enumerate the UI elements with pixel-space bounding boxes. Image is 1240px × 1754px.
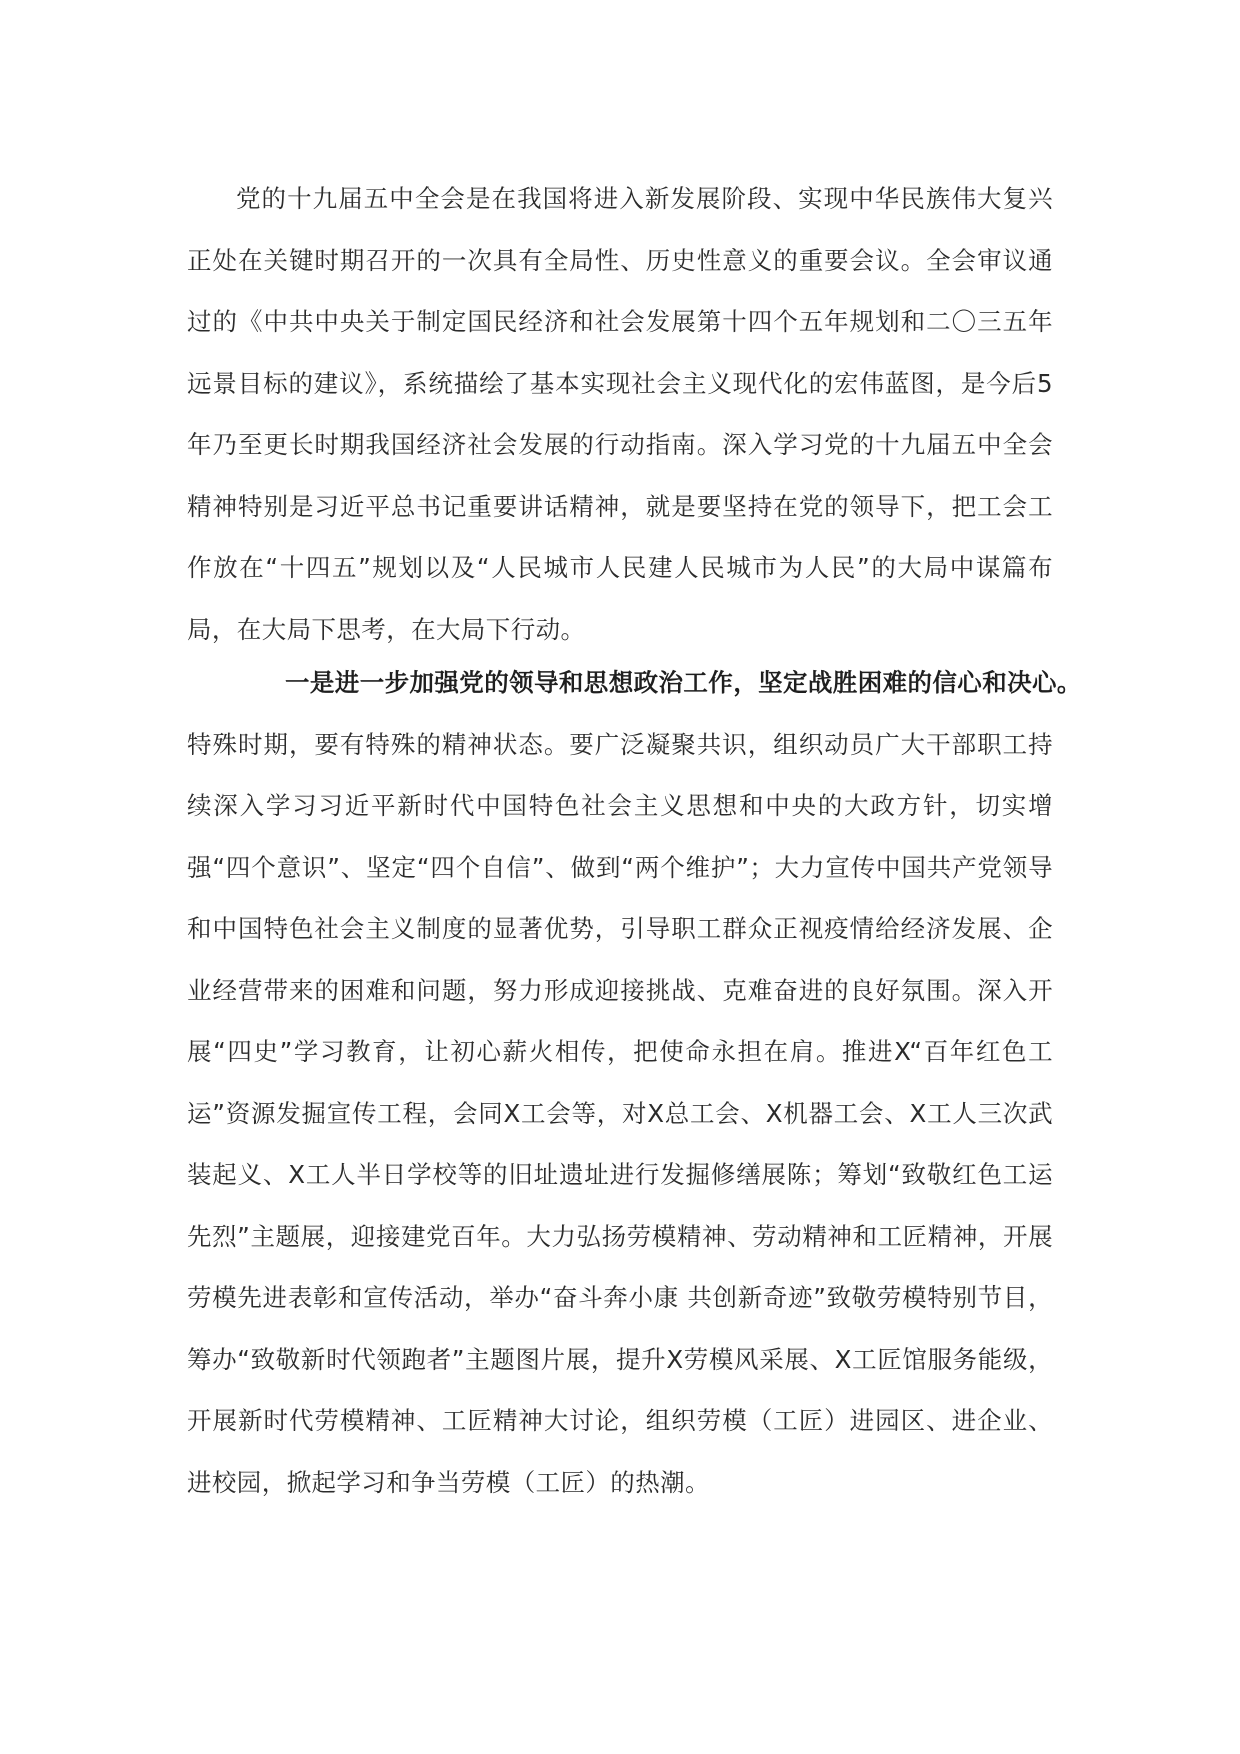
document-body <box>187 168 1082 1513</box>
paragraph-point-one-body: 特殊时期，要有特殊的精神状态。要广泛凝聚共识，组织动员广大干部职工持续深入学习习近平新时代中国特色社会主义思想和中央的大政方针，切实增强“四个意识”、坚定“四个自信”、做到“两个维护”；大力宣传中国共产党领导和中国特色社会主义制度的显著优势，引导职工群众正视疫情给经济发展、企业经营带来的困难和问题，努力形成迎接挑战、克难奋进的良好氛围。深入开展“四史”学习教育，让初心薪火相传，把使命永担在肩。推进X“百年红色工运”资源发掘宣传工程，会同X工会等，对X总工会、X机器工会、X工人三次武装起义、X工人半日学校等的旧址遗址进行发掘修缮展陈；筹划“致敬红色工运先烈”主题展，迎接建党百年。大力弘扬劳模精神、劳动精神和工匠精神，开展劳模先进表彰和宣传活动，举办“奋斗奔小康 共创新奇迹”致敬劳模特别节目，筹办“致敬新时代领跑者”主题图片展，提升X劳模风采展、X工匠馆服务能级，开展新时代劳模精神、工匠精神大讨论，组织劳模（工匠）进园区、进企业、进校园，掀起学习和争当劳模（工匠）的热潮。 <box>187 729 1053 1497</box>
paragraph-intro: 党的十九届五中全会是在我国将进入新发展阶段、实现中华民族伟大复兴正处在关键时期召开的一次具有全局性、历史性意义的重要会议。全会审议通过的《中共中央关于制定国民经济和社会发展第十四个五年规划和二〇三五年远景目标的建议》，系统描绘了基本实现社会主义现代化的宏伟蓝图，是今后5年乃至更长时期我国经济社会发展的行动指南。深入学习党的十九届五中全会精神特别是习近平总书记重要讲话精神，就是要坚持在党的领导下，把工会工作放在“十四五”规划以及“人民城市人民建人民城市为人民”的大局中谋篇布局，在大局下思考，在大局下行动。 <box>187 184 1053 644</box>
paragraph-point-one <box>187 652 1082 1513</box>
paragraph-point-one-heading: 一是进一步加强党的领导和思想政治工作，坚定战胜困难的信心和决心。 <box>285 668 1082 697</box>
